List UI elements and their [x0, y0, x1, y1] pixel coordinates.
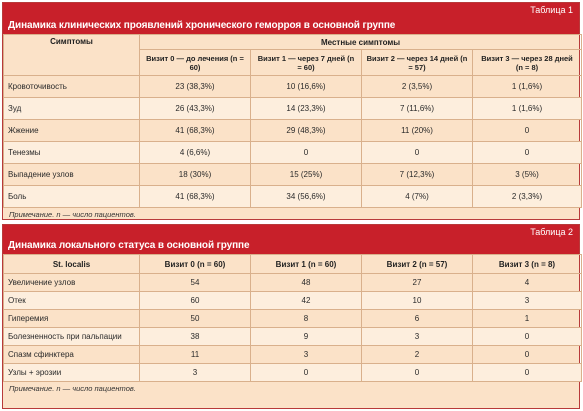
- table-cell: 1 (1,6%): [473, 98, 582, 120]
- row-label: Кровоточивость: [4, 76, 140, 98]
- table-cell: 4 (6,6%): [140, 142, 251, 164]
- table-cell: 6: [362, 310, 473, 328]
- table-number: Таблица 1: [530, 5, 573, 15]
- table-cell: 1: [473, 310, 582, 328]
- table-row: [4, 120, 582, 142]
- table-cell: 14 (23,3%): [251, 98, 362, 120]
- col-header-st-localis: St. localis: [4, 255, 140, 274]
- col-header-visit-2: Визит 2 — через 14 дней (n = 57): [362, 50, 473, 76]
- row-label: Узлы + эрозии: [4, 364, 140, 382]
- row-label: Зуд: [4, 98, 140, 120]
- table-number: Таблица 2: [530, 227, 573, 237]
- col-header-local-symptoms: Местные симптомы: [140, 35, 582, 50]
- table-cell: 1 (1,6%): [473, 76, 582, 98]
- col-header-visit-0: Визит 0 (n = 60): [140, 255, 251, 274]
- table-cell: 26 (43,3%): [140, 98, 251, 120]
- table-cell: 0: [473, 328, 582, 346]
- table-cell: 10 (16,6%): [251, 76, 362, 98]
- table-cell: 0: [473, 120, 582, 142]
- table-cell: 11: [140, 346, 251, 364]
- table-1-grid: [3, 34, 582, 208]
- col-header-symptoms: Симптомы: [4, 35, 140, 76]
- table-cell: 0: [473, 364, 582, 382]
- table-2: [2, 224, 580, 409]
- table-cell: 3: [251, 346, 362, 364]
- table-cell: 23 (38,3%): [140, 76, 251, 98]
- table-row: [4, 142, 582, 164]
- table-cell: 2 (3,3%): [473, 186, 582, 208]
- table-cell: 8: [251, 310, 362, 328]
- table-cell: 18 (30%): [140, 164, 251, 186]
- table-row: [4, 164, 582, 186]
- table-cell: 7 (11,6%): [362, 98, 473, 120]
- row-label: Отек: [4, 292, 140, 310]
- table-note: Примечание. n — число пациентов.: [9, 384, 136, 393]
- table-cell: 0: [473, 142, 582, 164]
- col-header-visit-0: Визит 0 — до лечения (n = 60): [140, 50, 251, 76]
- col-header-visit-3: Визит 3 — через 28 дней (n = 8): [473, 50, 582, 76]
- table-cell: 11 (20%): [362, 120, 473, 142]
- table-row: [4, 292, 582, 310]
- table-row: [4, 310, 582, 328]
- row-label: Болезненность при пальпации: [4, 328, 140, 346]
- table-1-header: [3, 3, 579, 34]
- row-label: Спазм сфинктера: [4, 346, 140, 364]
- table-cell: 0: [251, 364, 362, 382]
- table-cell: 41 (68,3%): [140, 120, 251, 142]
- table-cell: 27: [362, 274, 473, 292]
- table-cell: 9: [251, 328, 362, 346]
- col-header-visit-2: Визит 2 (n = 57): [362, 255, 473, 274]
- table-cell: 3: [362, 328, 473, 346]
- table-cell: 4: [473, 274, 582, 292]
- table-row: [4, 328, 582, 346]
- table-cell: 15 (25%): [251, 164, 362, 186]
- table-row: [4, 346, 582, 364]
- table-cell: 34 (56,6%): [251, 186, 362, 208]
- table-cell: 38: [140, 328, 251, 346]
- row-label: Боль: [4, 186, 140, 208]
- table-1: [2, 2, 580, 220]
- table-cell: 42: [251, 292, 362, 310]
- table-cell: 10: [362, 292, 473, 310]
- table-cell: 0: [362, 142, 473, 164]
- table-cell: 41 (68,3%): [140, 186, 251, 208]
- table-cell: 0: [473, 346, 582, 364]
- row-label: Тенезмы: [4, 142, 140, 164]
- table-cell: 3: [473, 292, 582, 310]
- table-2-grid: [3, 254, 582, 382]
- table-title: Динамика локального статуса в основной группе: [8, 240, 250, 251]
- table-cell: 0: [251, 142, 362, 164]
- table-cell: 2 (3,5%): [362, 76, 473, 98]
- table-2-header: [3, 225, 579, 254]
- table-cell: 3: [140, 364, 251, 382]
- col-header-visit-1: Визит 1 — через 7 дней (n = 60): [251, 50, 362, 76]
- table-row: [4, 76, 582, 98]
- table-cell: 2: [362, 346, 473, 364]
- table-cell: 4 (7%): [362, 186, 473, 208]
- row-label: Жжение: [4, 120, 140, 142]
- table-cell: 7 (12,3%): [362, 164, 473, 186]
- table-cell: 3 (5%): [473, 164, 582, 186]
- table-title: Динамика клинических проявлений хронического геморроя в основной группе: [8, 20, 396, 31]
- table-cell: 29 (48,3%): [251, 120, 362, 142]
- table-row: [4, 186, 582, 208]
- col-header-visit-3: Визит 3 (n = 8): [473, 255, 582, 274]
- col-header-visit-1: Визит 1 (n = 60): [251, 255, 362, 274]
- table-cell: 50: [140, 310, 251, 328]
- table-cell: 54: [140, 274, 251, 292]
- table-cell: 48: [251, 274, 362, 292]
- table-row: [4, 98, 582, 120]
- row-label: Увеличение узлов: [4, 274, 140, 292]
- row-label: Выпадение узлов: [4, 164, 140, 186]
- table-cell: 0: [362, 364, 473, 382]
- row-label: Гиперемия: [4, 310, 140, 328]
- table-note: Примечание. n — число пациентов.: [9, 210, 136, 219]
- table-row: [4, 364, 582, 382]
- table-row: [4, 274, 582, 292]
- table-cell: 60: [140, 292, 251, 310]
